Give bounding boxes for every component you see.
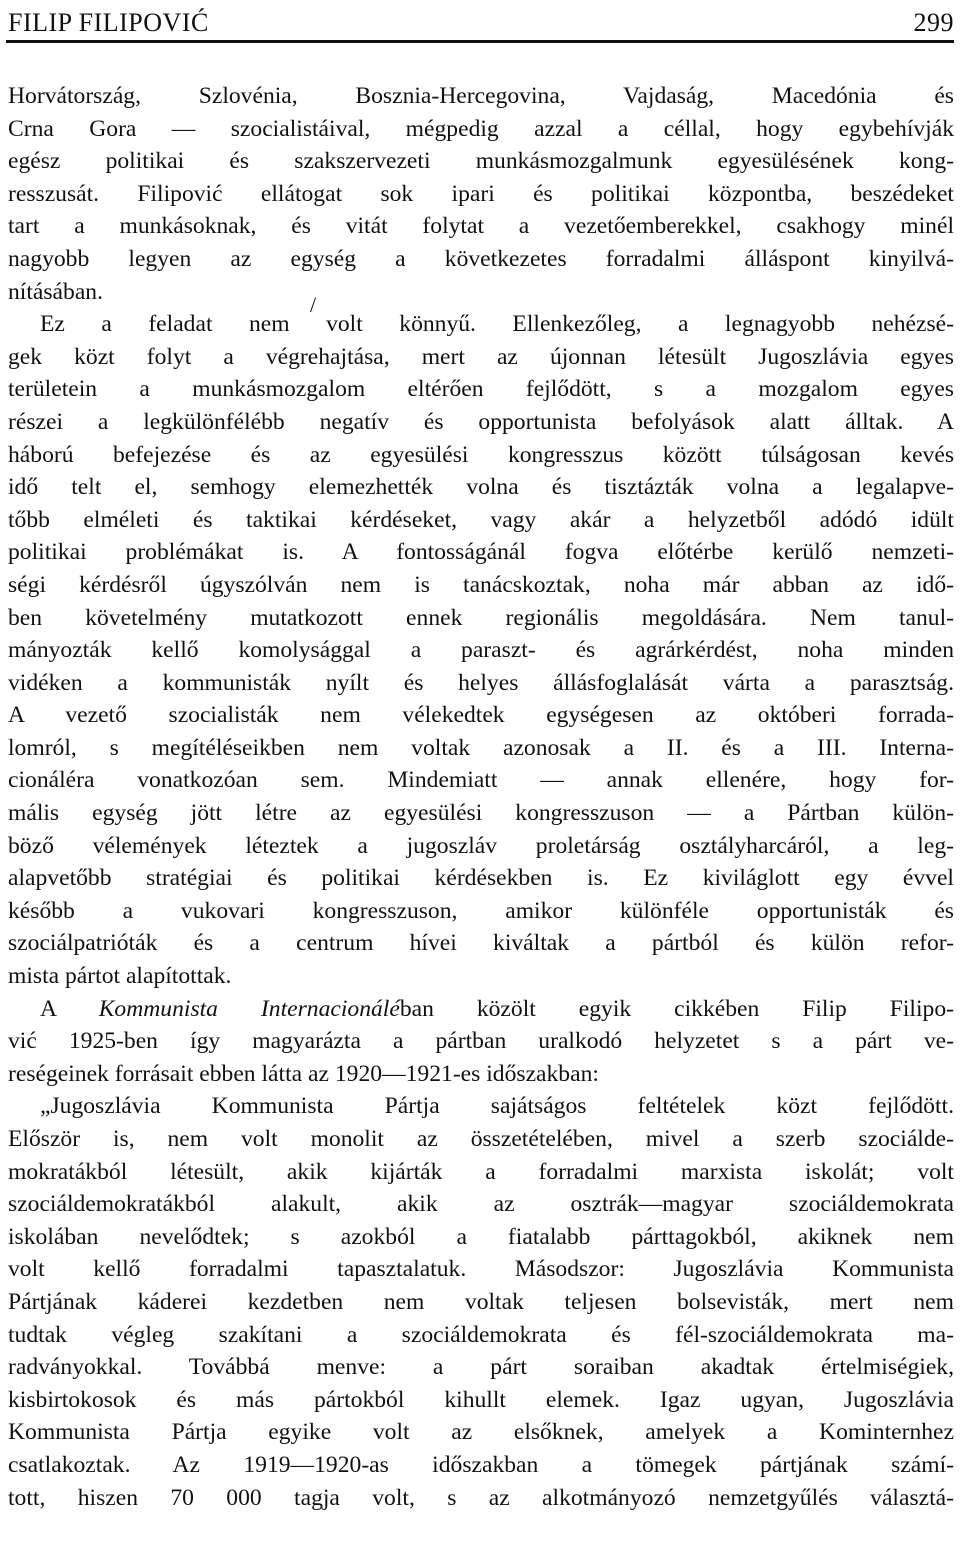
running-head-author: FILIP FILIPOVIĆ <box>8 8 209 37</box>
text-line: csatlakoztak. Az 1919—1920-as időszakban a tömegek pártjának számí- <box>8 1451 954 1478</box>
header-rule <box>6 40 954 43</box>
text-line: A vezető szocialisták nem vélekedtek egységesen az októberi forrada- <box>8 702 954 729</box>
text-line: vidéken a kommunisták nyílt és helyes állásfoglalását várta a parasztság. <box>8 669 954 696</box>
margin-mark: / <box>310 292 317 317</box>
text-line: iskolában nevelődtek; s azokból a fiatalabb párttagokból, akiknek nem <box>8 1223 954 1250</box>
text-line: ségi kérdésről úgyszólván nem is tanácskoztak, noha már abban az idő- <box>8 571 954 598</box>
text-line: szociáldemokratákból alakult, akik az osztrák—magyar szociáldemokrata <box>8 1191 954 1218</box>
text-line: szociálpatrióták és a centrum hívei kiváltak a pártból és külön refor- <box>8 930 954 957</box>
text-line: tőbb elméleti és taktikai kérdéseket, vagy akár a helyzetből adódó idült <box>8 506 954 533</box>
text-line: reségeinek forrásait ebben látta az 1920—1921-es időszakban: <box>8 1060 599 1087</box>
text-line: tott, hiszen 70 000 tagja volt, s az alkotmányozó nemzetgyűlés választá- <box>8 1484 954 1511</box>
text-line: cionáléra vonatkozóan sem. Mindemiatt — annak ellenére, hogy for- <box>8 767 954 794</box>
text-line: Ez a feladat nem volt könnyű. Ellenkezőleg, a legnagyobb nehézsé- <box>40 311 954 338</box>
page-number: 299 <box>913 8 954 37</box>
text-line: nagyobb legyen az egység a következetes forradalmi álláspont kinyilvá- <box>8 245 954 272</box>
text-line: mális egység jött létre az egyesülési kongresszuson — a Pártban külön- <box>8 800 954 827</box>
body-text <box>8 80 954 1514</box>
text-line: tart a munkásoknak, és vitát folytat a vezetőemberekkel, csakhogy minél <box>8 213 954 240</box>
text-line: mokratákból létesült, akik kijárták a forradalmi marxista iskolát; volt <box>8 1158 954 1185</box>
text-line: idő telt el, semhogy elemezhették volna és tisztázták volna a legalapve- <box>8 474 954 501</box>
text-line: gek közt folyt a végrehajtása, mert az újonnan létesült Jugoszlávia egyes <box>8 343 954 370</box>
text-line: tudtak végleg szakítani a szociáldemokrata és fél-szociáldemokrata ma- <box>8 1321 954 1348</box>
text-line: vić 1925-ben így magyarázta a pártban uralkodó helyzetet s a párt ve- <box>8 1028 954 1055</box>
text-line: ben követelmény mutatkozott ennek regionális megoldására. Nem tanul- <box>8 604 954 631</box>
running-header <box>8 4 954 38</box>
text-line: Kommunista Pártja egyike volt az elsőknek, amelyek a Kominternhez <box>8 1419 954 1446</box>
text-line: alapvetőbb stratégiai és politikai kérdésekben is. Ez kiviláglott egy évvel <box>8 865 954 892</box>
text-line: resszusát. Filipović ellátogat sok ipari és politikai központba, beszédeket <box>8 180 954 207</box>
text-line: böző vélemények léteztek a jugoszláv proletárság osztályharcáról, a leg- <box>8 832 954 859</box>
text-line: A Kommunista Internacionáléban közölt egyik cikkében Filip Filipo- <box>40 995 954 1022</box>
text-line: Crna Gora — szocialistáival, mégpedig azzal a céllal, hogy egybehívják <box>8 115 954 142</box>
text-line: háború befejezése és az egyesülési kongresszus között túlságosan kevés <box>8 441 954 468</box>
text-line: kisbirtokosok és más pártokból kihullt elemek. Igaz ugyan, Jugoszlávia <box>8 1386 954 1413</box>
journal-title: Kommunista Internacionálé <box>98 995 400 1022</box>
text-line: nításában. <box>8 278 103 305</box>
text-line: Horvátország, Szlovénia, Bosznia-Hercegovina, Vajdaság, Macedónia és <box>8 83 954 109</box>
text-line: volt kellő forradalmi tapasztalatuk. Másodszor: Jugoszlávia Kommunista <box>8 1256 954 1283</box>
text-line: később a vukovari kongresszuson, amikor különféle opportunisták és <box>8 897 954 924</box>
text-line: „Jugoszlávia Kommunista Pártja sajátságos feltételek közt fejlődött. <box>40 1093 954 1120</box>
text-line: Először is, nem volt monolit az összetételében, mivel a szerb szociálde- <box>8 1126 954 1152</box>
text-line: mista pártot alapítottak. <box>8 963 232 990</box>
text-line: mányozták kellő komolysággal a paraszt- és agrárkérdést, noha minden <box>8 637 954 664</box>
text-line: lomról, s megítéléseikben nem voltak azonosak a II. és a III. Interna- <box>8 734 954 761</box>
text-line: részei a legkülönfélébb negatív és opportunista befolyások alatt álltak. A <box>8 408 954 435</box>
text-line: területein a munkásmozgalom eltérően fejlődött, s a mozgalom egyes <box>8 376 954 403</box>
text-line: egész politikai és szakszervezeti munkásmozgalmunk egyesülésének kong- <box>8 148 954 175</box>
text-line: politikai problémákat is. A fontosságánál fogva előtérbe kerülő nemzeti- <box>8 539 954 566</box>
text-line: Pártjának káderei kezdetben nem voltak teljesen bolsevisták, mert nem <box>8 1288 954 1315</box>
text-line: radványokkal. Továbbá menve: a párt soraiban akadtak értelmiségiek, <box>8 1354 954 1381</box>
